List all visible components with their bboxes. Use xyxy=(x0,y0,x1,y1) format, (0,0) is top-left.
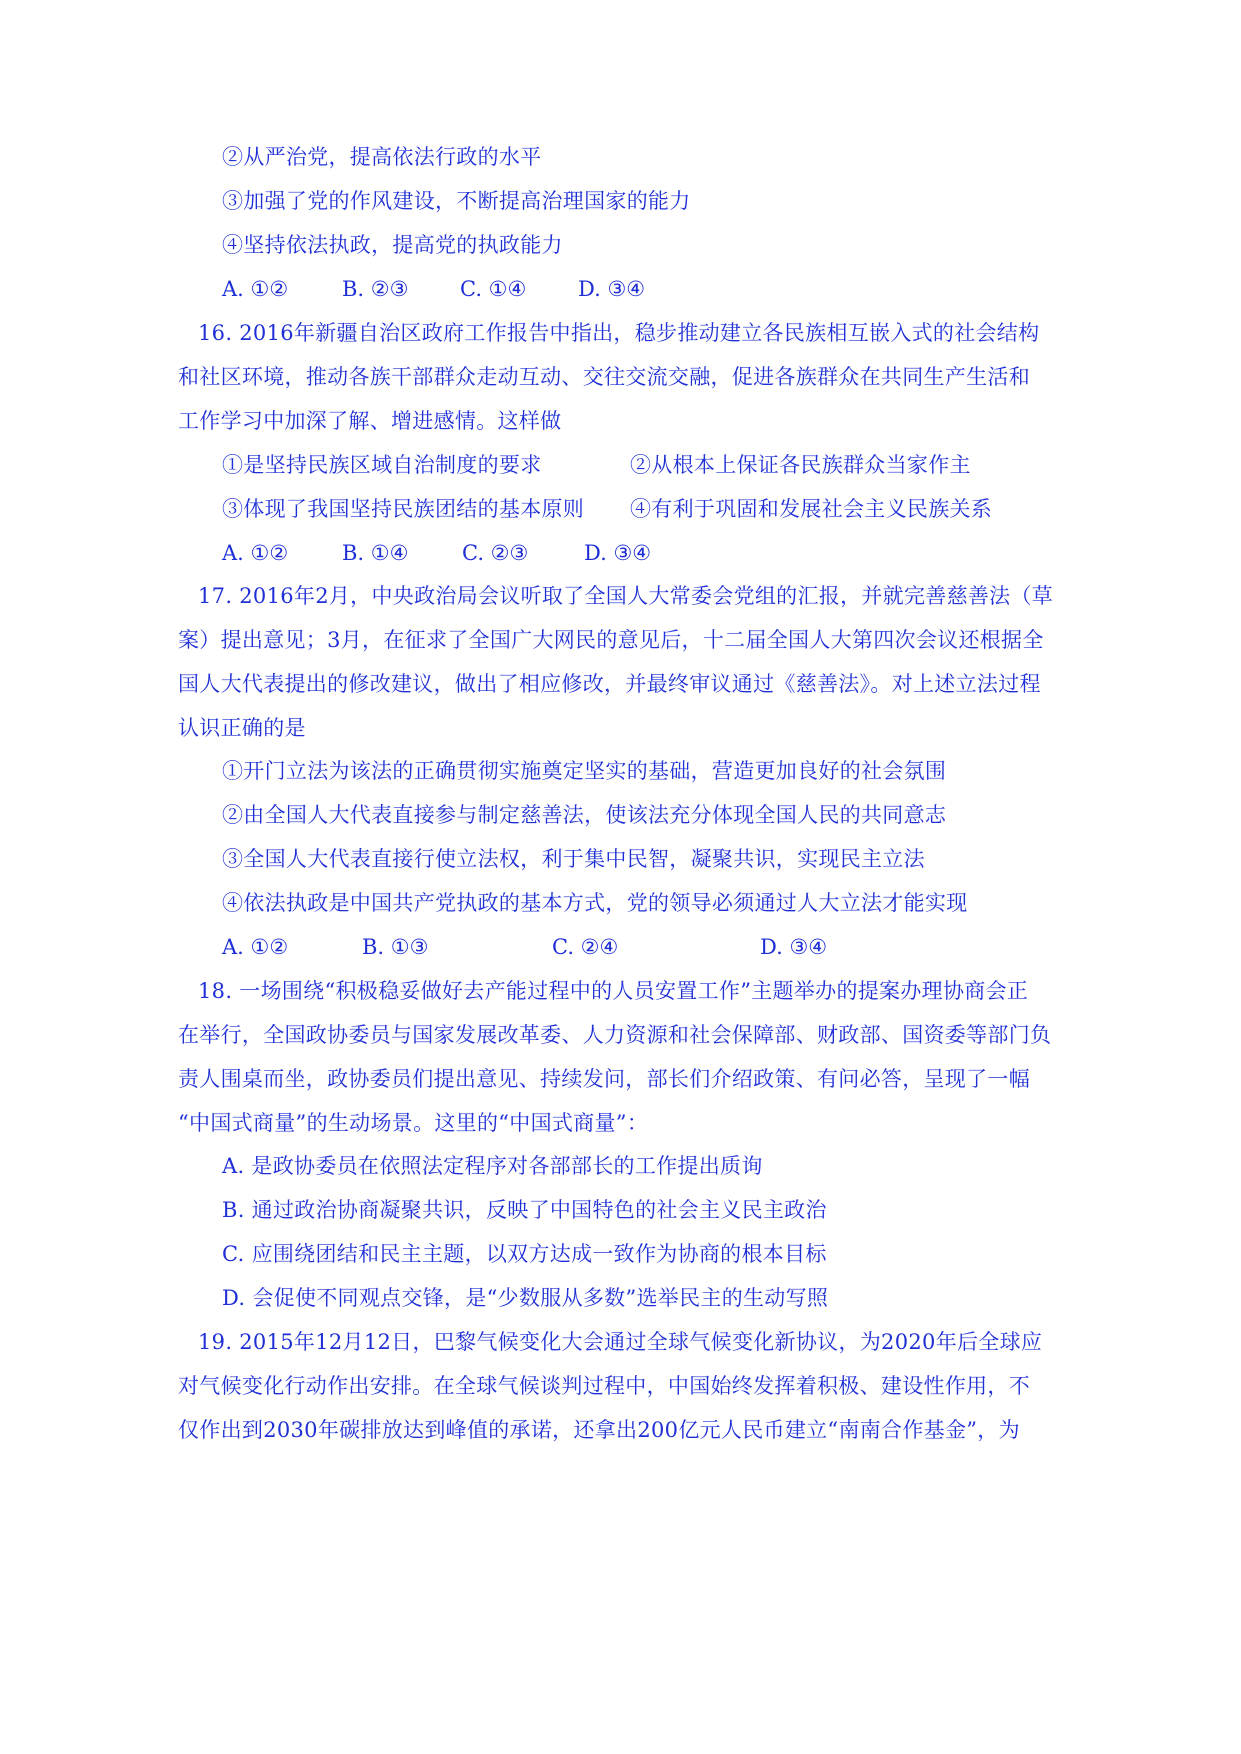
q16-stem-line-1: 16. 2016年新疆自治区政府工作报告中指出，稳步推动建立各民族相互嵌入式的社会结构 xyxy=(198,321,1040,345)
q17-stem-line-1: 17. 2016年2月，中央政治局会议听取了全国人大常委会党组的汇报，并就完善慈善法（草 xyxy=(198,584,1054,608)
q18-option-a: A. 是政协委员在依照法定程序对各部部长的工作提出质询 xyxy=(222,1154,763,1178)
q16-stem-line-3: 工作学习中加深了解、增进感情。这样做 xyxy=(178,409,562,433)
q16-answer-d: D. ③④ xyxy=(584,541,652,565)
q15-answer-a: A. ①② xyxy=(222,277,289,301)
q18-stem-line-3: 责人围桌而坐，政协委员们提出意见、持续发问，部长们介绍政策、有问必答，呈现了一幅 xyxy=(178,1067,1030,1091)
q16-option-2: ②从根本上保证各民族群众当家作主 xyxy=(630,453,971,477)
q15-answer-d: D. ③④ xyxy=(578,277,646,301)
q18-option-c: C. 应围绕团结和民主主题，以双方达成一致作为协商的根本目标 xyxy=(222,1242,827,1266)
q17-stem-line-4: 认识正确的是 xyxy=(178,716,306,740)
q17-stem-line-2: 案）提出意见；3月，在征求了全国广大网民的意见后，十二届全国人大第四次会议还根据全 xyxy=(178,628,1044,652)
q17-stem-line-3: 国人大代表提出的修改建议，做出了相应修改，并最终审议通过《慈善法》。对上述立法过程 xyxy=(178,672,1041,696)
q18-stem-line-4: “中国式商量”的生动场景。这里的“中国式商量”： xyxy=(178,1111,649,1135)
q17-answer-b: B. ①③ xyxy=(362,935,429,959)
q17-option-2: ②由全国人大代表直接参与制定慈善法，使该法充分体现全国人民的共同意志 xyxy=(222,803,947,827)
q18-stem-line-1: 18. 一场围绕“积极稳妥做好去产能过程中的人员安置工作”主题举办的提案办理协商会正 xyxy=(198,979,1029,1003)
q16-stem-line-2: 和社区环境，推动各族干部群众走动互动、交往交流交融，促进各族群众在共同生产生活和 xyxy=(178,365,1030,389)
q16-answer-a: A. ①② xyxy=(222,541,289,565)
q17-answer-c: C. ②④ xyxy=(552,935,619,959)
q17-answer-d: D. ③④ xyxy=(760,935,828,959)
q16-option-1: ①是坚持民族区域自治制度的要求 xyxy=(222,453,542,477)
q17-answer-a: A. ①② xyxy=(222,935,289,959)
q16-option-4: ④有利于巩固和发展社会主义民族关系 xyxy=(630,497,993,521)
q16-answer-c: C. ②③ xyxy=(462,541,529,565)
q19-stem-line-3: 仅作出到2030年碳排放达到峰值的承诺，还拿出200亿元人民币建立“南南合作基金”，为 xyxy=(178,1418,1020,1442)
q15-answer-b: B. ②③ xyxy=(342,277,409,301)
q17-option-1: ①开门立法为该法的正确贯彻实施奠定坚实的基础，营造更加良好的社会氛围 xyxy=(222,759,947,783)
q17-option-4: ④依法执政是中国共产党执政的基本方式，党的领导必须通过人大立法才能实现 xyxy=(222,891,968,915)
q16-option-3: ③体现了我国坚持民族团结的基本原则 xyxy=(222,497,585,521)
q18-option-b: B. 通过政治协商凝聚共识，反映了中国特色的社会主义民主政治 xyxy=(222,1198,827,1222)
q15-answer-c: C. ①④ xyxy=(460,277,527,301)
q16-answer-b: B. ①④ xyxy=(342,541,409,565)
q17-option-3: ③全国人大代表直接行使立法权，利于集中民智，凝聚共识，实现民主立法 xyxy=(222,847,925,871)
q15-option-3: ③加强了党的作风建设，不断提高治理国家的能力 xyxy=(222,189,691,213)
q18-option-d: D. 会促使不同观点交锋，是“少数服从多数”选举民主的生动写照 xyxy=(222,1286,829,1310)
q19-stem-line-2: 对气候变化行动作出安排。在全球气候谈判过程中，中国始终发挥着积极、建设性作用，不 xyxy=(178,1374,1030,1398)
q18-stem-line-2: 在举行，全国政协委员与国家发展改革委、人力资源和社会保障部、财政部、国资委等部门负 xyxy=(178,1023,1052,1047)
q15-option-4: ④坚持依法执政，提高党的执政能力 xyxy=(222,233,563,257)
q19-stem-line-1: 19. 2015年12月12日，巴黎气候变化大会通过全球气候变化新协议，为2020年后全球应 xyxy=(198,1330,1043,1354)
q15-option-2: ②从严治党，提高依法行政的水平 xyxy=(222,145,542,169)
